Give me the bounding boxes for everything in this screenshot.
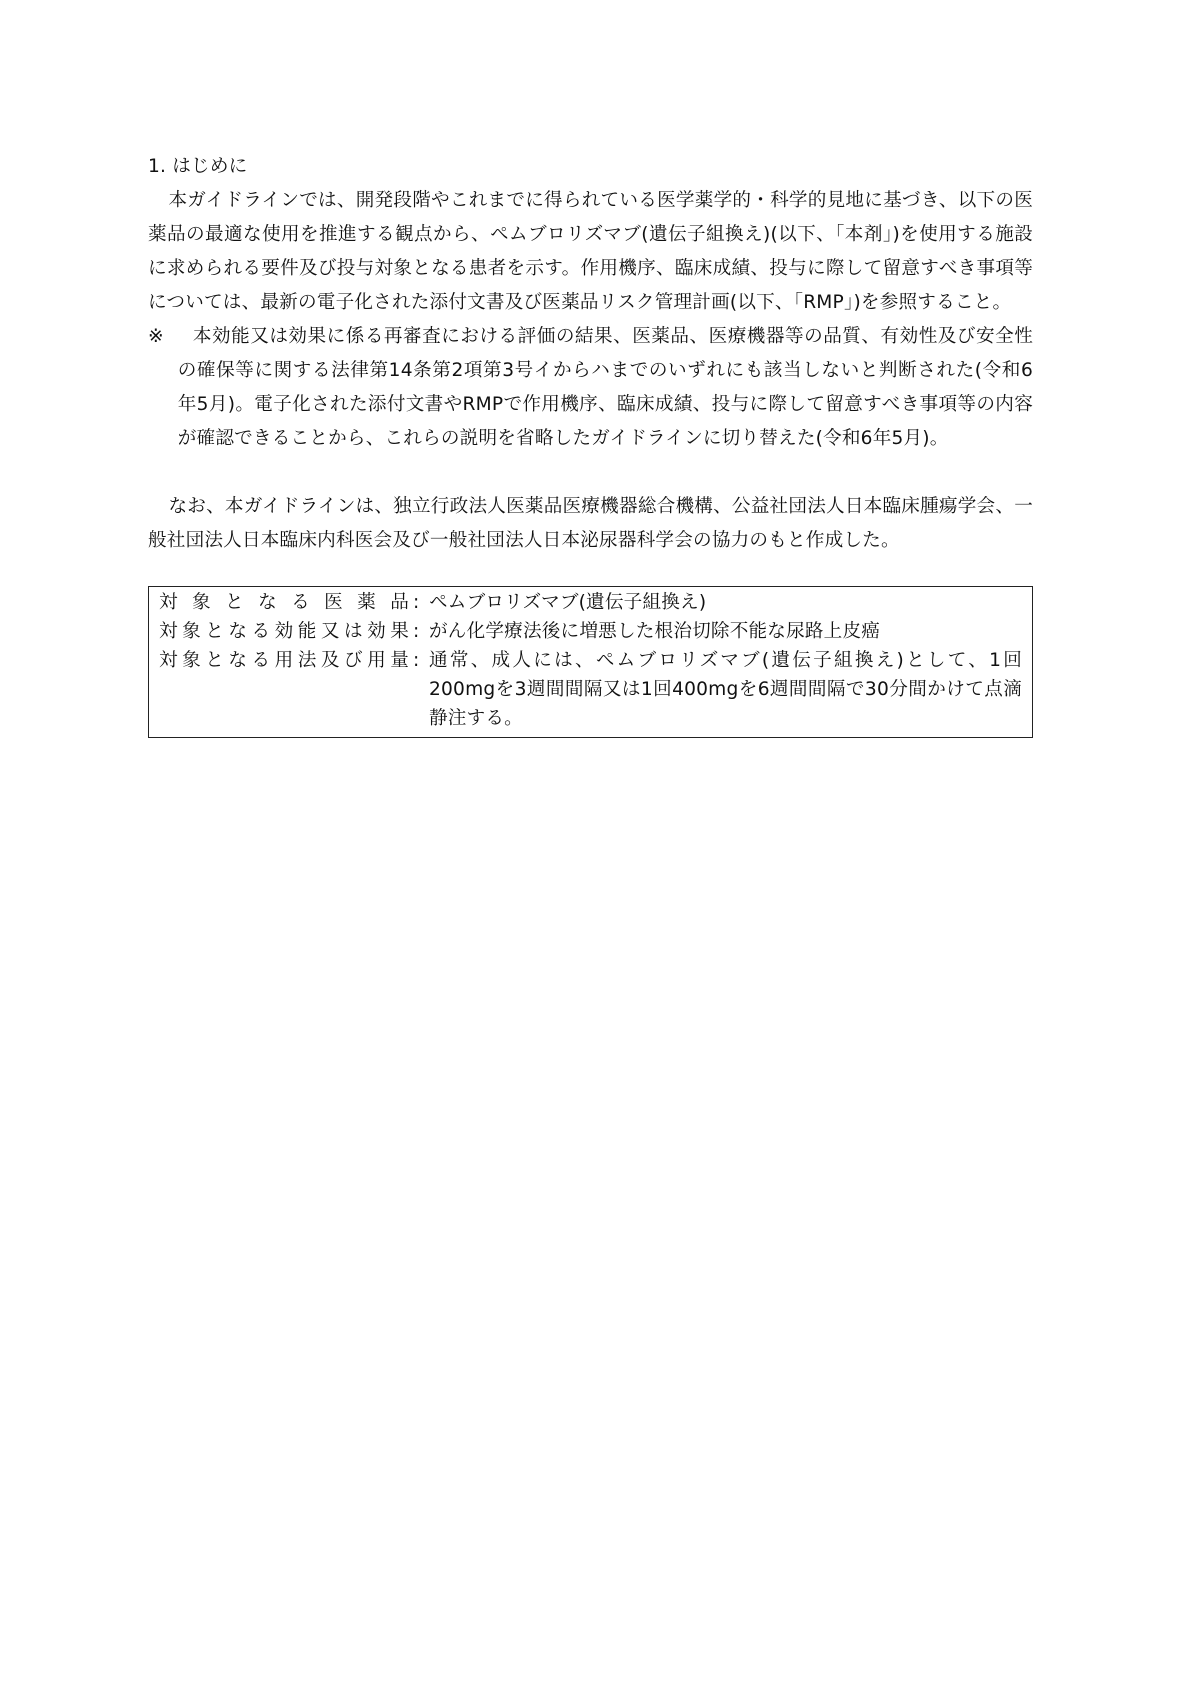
info-label-drug: 対象となる医薬品 <box>159 592 409 613</box>
intro-paragraph: 本ガイドラインでは、開発段階やこれまでに得られている医学薬学的・科学的見地に基づき、以下の医薬品の最適な使用を推進する観点から、ペムブロリズマブ(遺伝子組換え)(以下、「本剤」)を使用する施設に求められる要件及び投与対象となる患者を示す。作用機序、臨床成績、投与に際して留意すべき事項等については、最新の電子化された添付文書及び医薬品リスク管理計画(以下、「RMP」)を参照すること。 <box>148 190 1033 313</box>
info-value-indication: がん化学療法後に増悪した根治切除不能な尿路上皮癌 <box>429 621 881 642</box>
info-row-drug <box>159 588 1022 617</box>
info-separator: : <box>413 621 420 642</box>
info-value-dosage: 通常、成人には、ペムブロリズマブ(遺伝子組換え)として、1回200mgを3週間間隔又は1回400mgを6週間間隔で30分間かけて点滴静注する。 <box>429 650 1022 729</box>
note-mark: ※ <box>148 326 164 347</box>
info-separator: : <box>413 592 420 613</box>
document-content <box>148 150 1033 738</box>
info-row-dosage <box>159 646 1022 733</box>
info-label-indication: 対象となる効能又は効果 <box>159 621 409 642</box>
drug-info-box <box>148 586 1033 738</box>
info-separator: : <box>413 650 420 671</box>
cooperation-paragraph: なお、本ガイドラインは、独立行政法人医薬品医療機器総合機構、公益社団法人日本臨床腫瘍学会、一般社団法人日本臨床内科医会及び一般社団法人日本泌尿器科学会の協力のもと作成した。 <box>148 496 1033 551</box>
paragraph-spacer <box>148 456 1033 490</box>
note-text: 本効能又は効果に係る再審査における評価の結果、医薬品、医療機器等の品質、有効性及び安全性の確保等に関する法律第14条第2項第3号イからハまでのいずれにも該当しないと判断された(令和6年5月)。電子化された添付文書やRMPで作用機序、臨床成績、投与に際して留意すべき事項等の内容が確認できることから、これらの説明を省略したガイドラインに切り替えた(令和6年5月)。 <box>177 326 1033 449</box>
info-value-drug: ペムブロリズマブ(遺伝子組換え) <box>429 592 707 613</box>
section-heading: 1. はじめに <box>148 156 248 177</box>
reexamination-note <box>148 320 1033 456</box>
info-label-dosage: 対象となる用法及び用量 <box>159 650 409 671</box>
info-row-indication <box>159 617 1022 646</box>
